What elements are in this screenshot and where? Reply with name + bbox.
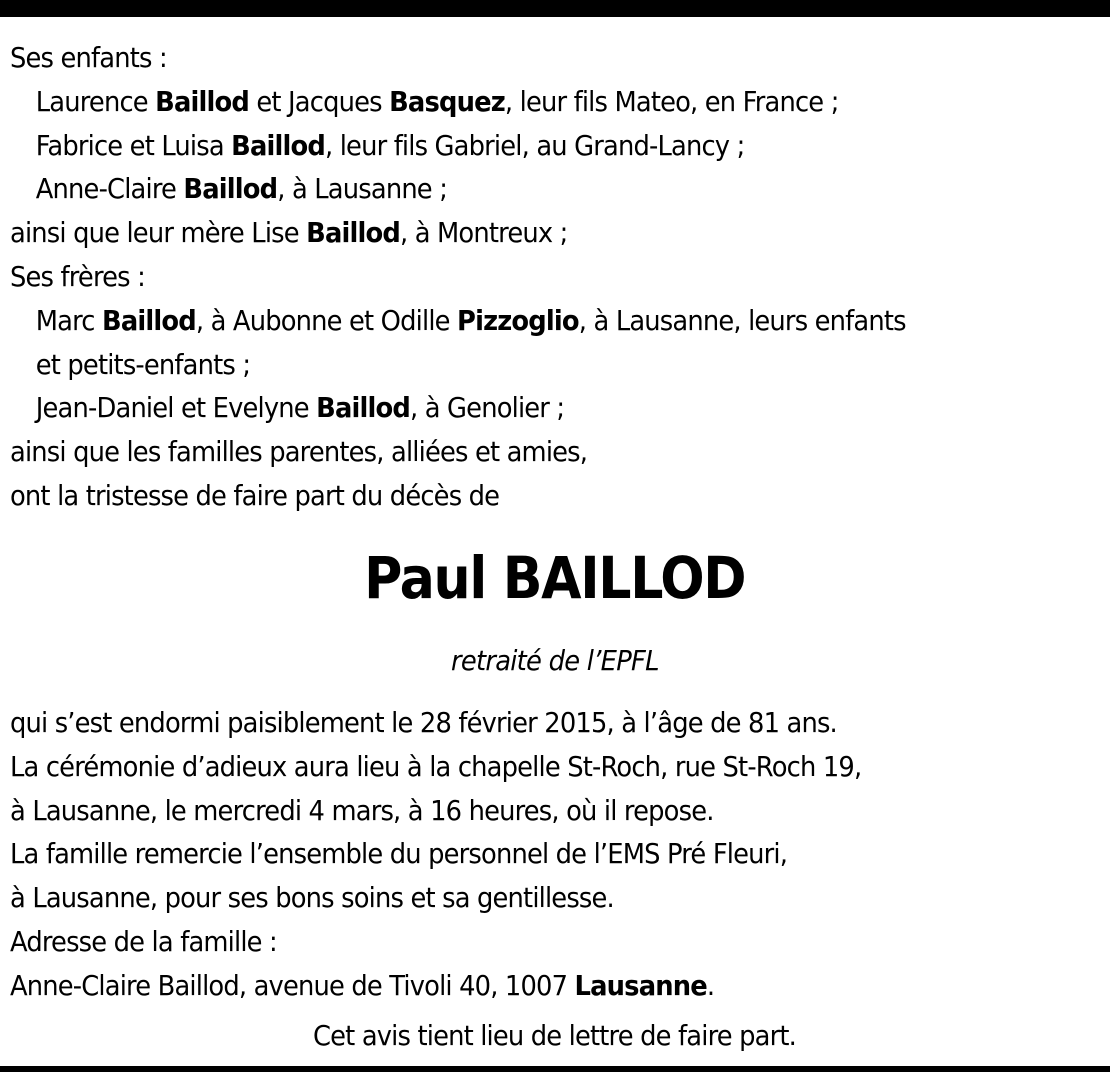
text-segment: qui s’est endormi paisiblement le 28 février 2015, à l’âge de 81 ans.: [10, 706, 837, 739]
text-line: [10, 36, 1017, 80]
text-segment: , à Genolier ;: [409, 391, 565, 425]
deceased-name: Paul BAILLOD: [364, 544, 746, 612]
text-line: [10, 343, 1017, 387]
text-line: [10, 255, 1017, 299]
bold-name: Baillod: [183, 172, 278, 206]
closing-block: [0, 1014, 1110, 1058]
bold-name: Lausanne: [574, 968, 707, 1002]
text-segment: Jean-Daniel et Evelyne: [35, 391, 317, 425]
text-line: [10, 745, 1017, 789]
top-rule: [0, 0, 1110, 17]
text-line: [10, 920, 1017, 964]
bold-name: Baillod: [231, 128, 325, 162]
bold-name: Pizzoglio: [457, 303, 579, 337]
bold-name: Baillod: [155, 84, 250, 118]
deceased-name-block: [0, 540, 1110, 616]
bold-name: Baillod: [102, 303, 196, 337]
bold-name: Baillod: [316, 391, 410, 425]
text-line: [10, 789, 1017, 833]
text-segment: Ses frères :: [10, 259, 145, 293]
text-line: [10, 80, 1017, 124]
text-line: [10, 124, 1017, 168]
family-list: [10, 36, 1105, 518]
text-line: [10, 474, 1017, 518]
text-segment: à Lausanne, pour ses bons soins et sa gentillesse.: [10, 881, 614, 915]
text-segment: Laurence: [35, 84, 156, 118]
text-segment: , à Montreux ;: [399, 216, 568, 250]
text-line: [10, 832, 1017, 876]
text-line: [10, 701, 1017, 745]
deceased-title-block: [0, 639, 1110, 683]
text-segment: Marc: [35, 303, 103, 337]
text-line: [10, 430, 1017, 474]
bold-name: Baillod: [306, 216, 400, 250]
text-line: [10, 299, 1017, 343]
bold-name: Basquez: [389, 84, 505, 118]
text-segment: , à Lausanne ;: [277, 172, 448, 206]
text-segment: ainsi que les familles parentes, alliées et amies,: [10, 435, 588, 469]
text-segment: La famille remercie l’ensemble du personnel de l’EMS Pré Fleuri,: [10, 837, 788, 871]
announcement-details: [10, 701, 1105, 1008]
text-segment: et Jacques: [249, 84, 390, 118]
text-segment: La cérémonie d’adieux aura lieu à la chapelle St-Roch, rue St-Roch 19,: [10, 749, 862, 783]
text-segment: Ses enfants :: [10, 41, 167, 74]
bottom-rule: [0, 1066, 1110, 1072]
text-segment: , leur fils Mateo, en France ;: [504, 84, 839, 118]
text-segment: ont la tristesse de faire part du décès de: [10, 478, 500, 512]
text-segment: , leur fils Gabriel, au Grand-Lancy ;: [324, 128, 745, 162]
text-segment: et petits-enfants ;: [35, 347, 251, 381]
closing-note: Cet avis tient lieu de lettre de faire part.: [313, 1019, 797, 1052]
text-segment: .: [706, 968, 715, 1002]
text-segment: Anne-Claire: [35, 172, 184, 206]
deceased-title: retraité de l’EPFL: [451, 644, 659, 677]
text-line: [10, 386, 1017, 430]
text-segment: Fabrice et Luisa: [35, 128, 232, 162]
text-line: [10, 211, 1017, 255]
text-segment: ainsi que leur mère Lise: [10, 216, 307, 250]
text-line: [10, 167, 1017, 211]
text-segment: Adresse de la famille :: [10, 924, 277, 958]
text-segment: , à Lausanne, leurs enfants: [578, 303, 906, 337]
text-segment: , à Aubonne et Odille: [195, 303, 458, 337]
text-segment: à Lausanne, le mercredi 4 mars, à 16 heures, où il repose.: [10, 793, 714, 827]
text-line: [10, 964, 1017, 1008]
text-segment: Anne-Claire Baillod, avenue de Tivoli 40, 1007: [10, 968, 575, 1002]
text-line: [10, 876, 1017, 920]
